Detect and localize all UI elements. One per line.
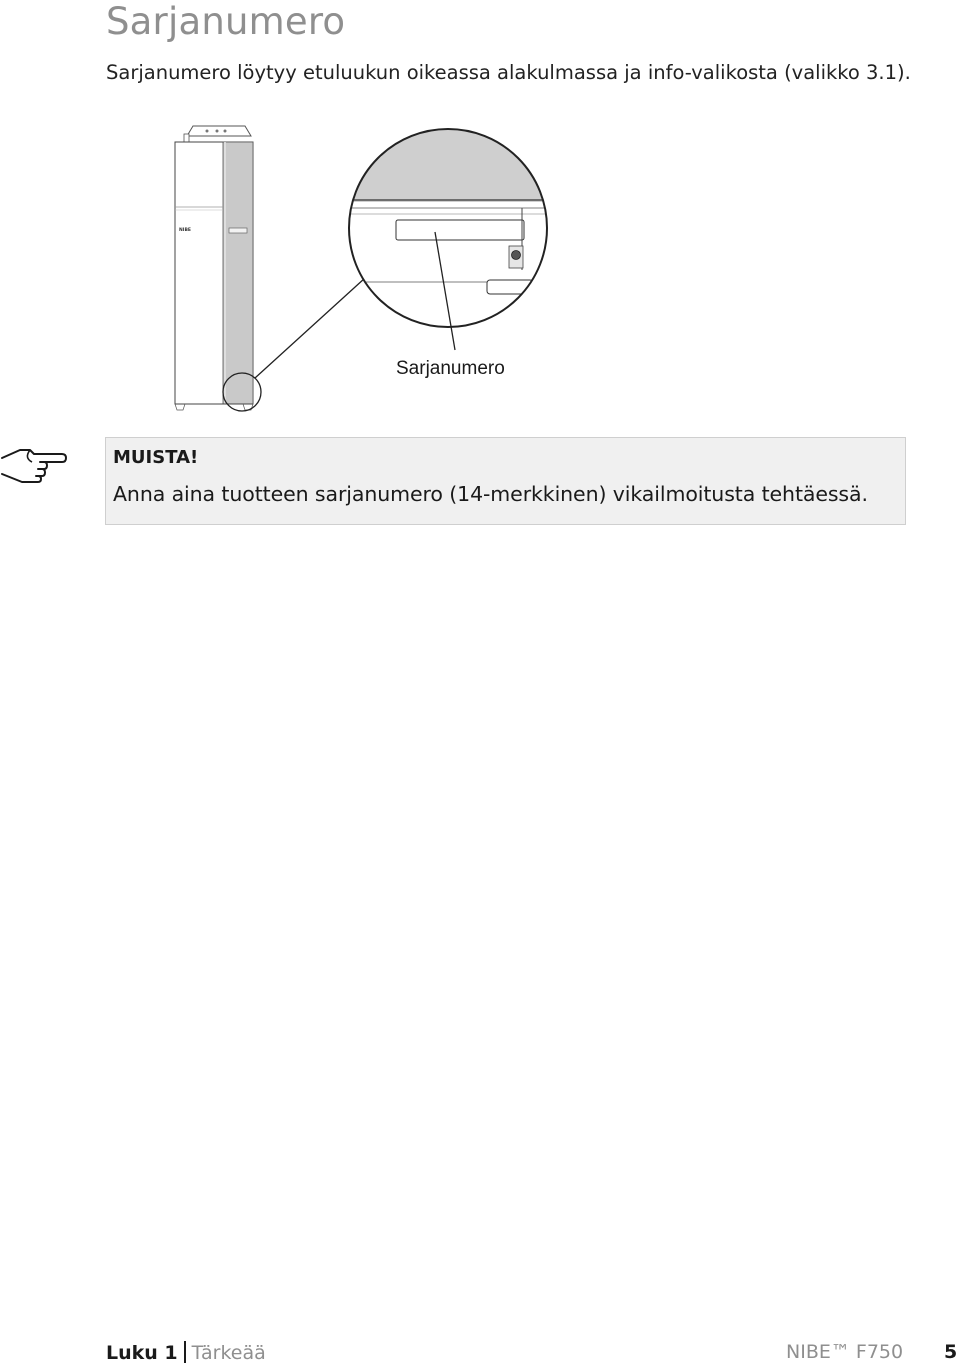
unit-brand-mark: NIBE bbox=[179, 228, 191, 233]
serial-number-callout: Sarjanumero bbox=[396, 358, 505, 379]
footer-chapter: Luku 1 bbox=[106, 1342, 178, 1364]
footer-chapter-info bbox=[106, 1341, 266, 1364]
footer-separator bbox=[184, 1341, 186, 1363]
page-number: 5 bbox=[944, 1341, 958, 1363]
footer-product: NIBE™ F750 bbox=[786, 1341, 904, 1363]
heat-pump-figure bbox=[165, 122, 565, 418]
pointing-hand-icon bbox=[0, 440, 68, 486]
unit-side-panel bbox=[223, 142, 253, 404]
unit-top-cap bbox=[187, 126, 251, 136]
footer-section: Tärkeää bbox=[191, 1342, 266, 1364]
serial-number-plate bbox=[396, 220, 524, 240]
note-box bbox=[105, 437, 906, 525]
note-text: Anna aina tuotteen sarjanumero (14-merkkinen) vikailmoitusta tehtäessä. bbox=[113, 482, 868, 506]
intro-paragraph: Sarjanumero löytyy etuluukun oikeassa alakulmassa ja info-valikosta (valikko 3.1). bbox=[106, 61, 911, 84]
note-title: MUISTA! bbox=[113, 447, 199, 468]
page-title: Sarjanumero bbox=[106, 0, 346, 43]
zoom-detail bbox=[345, 122, 555, 332]
